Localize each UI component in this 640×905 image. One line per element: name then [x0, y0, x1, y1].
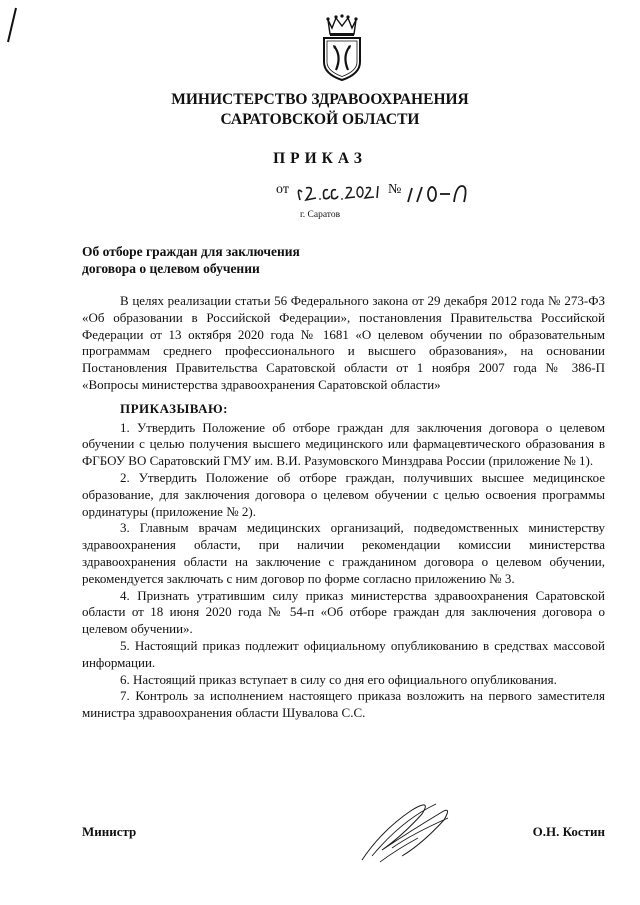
order-item: 5. Настоящий приказ подлежит официальному опубликованию в средствах массовой информации.: [82, 637, 605, 670]
order-item: 2. Утвердить Положение об отборе граждан, получивших высшее медицинское образование, для заключения договора о целевом обучении с целью освоения программы ординатуры (приложение № 2).: [82, 469, 605, 519]
order-body: [82, 293, 605, 722]
signature-block: [82, 818, 605, 848]
order-item: 6. Настоящий приказ вступает в силу со дня его официального опубликования.: [120, 671, 557, 687]
ministry-header: [0, 90, 640, 130]
ministry-name-line1: МИНИСТЕРСТВО ЗДРАВООХРАНЕНИЯ: [171, 91, 469, 108]
ministry-name-line2: САРАТОВСКОЙ ОБЛАСТИ: [220, 111, 420, 128]
order-subject: [82, 243, 382, 277]
order-date-number: [276, 176, 516, 206]
order-item: 4. Признать утратившим силу приказ министерства здравоохранения Саратовской области от 18 июня 2020 года № 54-п «Об отборе граждан для заключения договора о целевом обучении».: [82, 587, 605, 637]
coat-of-arms-icon: [318, 12, 366, 82]
city-label: г. Саратов: [299, 210, 341, 220]
preamble-paragraph: В целях реализации статьи 56 Федерального закона от 29 декабря 2012 года № 273-ФЗ «Об образовании в Российской Федерации», постановления Правительства Российской Федерации от 13 октября 2020 года № 1681 «О целевом обучении по образовательным программам среднего профессионального и высшего образования», на основании Постановления Правительства Саратовской области от 1 ноября 2007 года № 386-П «Вопросы министерства здравоохранения Саратовской области»: [82, 293, 605, 392]
prikazyvayu-heading: ПРИКАЗЫВАЮ:: [120, 400, 228, 416]
handwritten-date-number-icon: [276, 176, 516, 206]
number-sign: №: [388, 182, 402, 197]
order-item: 3. Главным врачам медицинских организаций, подведомственных министерству здравоохранения области, при наличии рекомендации комиссии министерства здравоохранения области на заключение с гражданином договора о целевом обучении, рекомендуется заключать с ним договор по форме согласно приложению № 3.: [82, 520, 605, 586]
pen-mark-icon: [4, 6, 20, 46]
order-item: 1. Утвердить Положение об отборе граждан для заключения договора о целевом обучении с целью получения высшего медицинского или фармацевтического образования в ФГБОУ ВО Саратовский ГМУ им. В.И. Разумовского Минздрава России (приложение № 1).: [82, 419, 605, 469]
date-prefix: от: [276, 182, 289, 197]
signatory-role: Министр: [82, 824, 137, 839]
order-title: ПРИКАЗ: [273, 150, 367, 167]
order-item: 7. Контроль за исполнением настоящего приказа возложить на первого заместителя министра здравоохранения области Шувалова С.С.: [82, 688, 605, 721]
signatory-name: О.Н. Костин: [532, 824, 605, 839]
subject-line1: Об отборе граждан для заключения: [82, 244, 300, 259]
subject-line2: договора о целевом обучении: [82, 261, 260, 276]
